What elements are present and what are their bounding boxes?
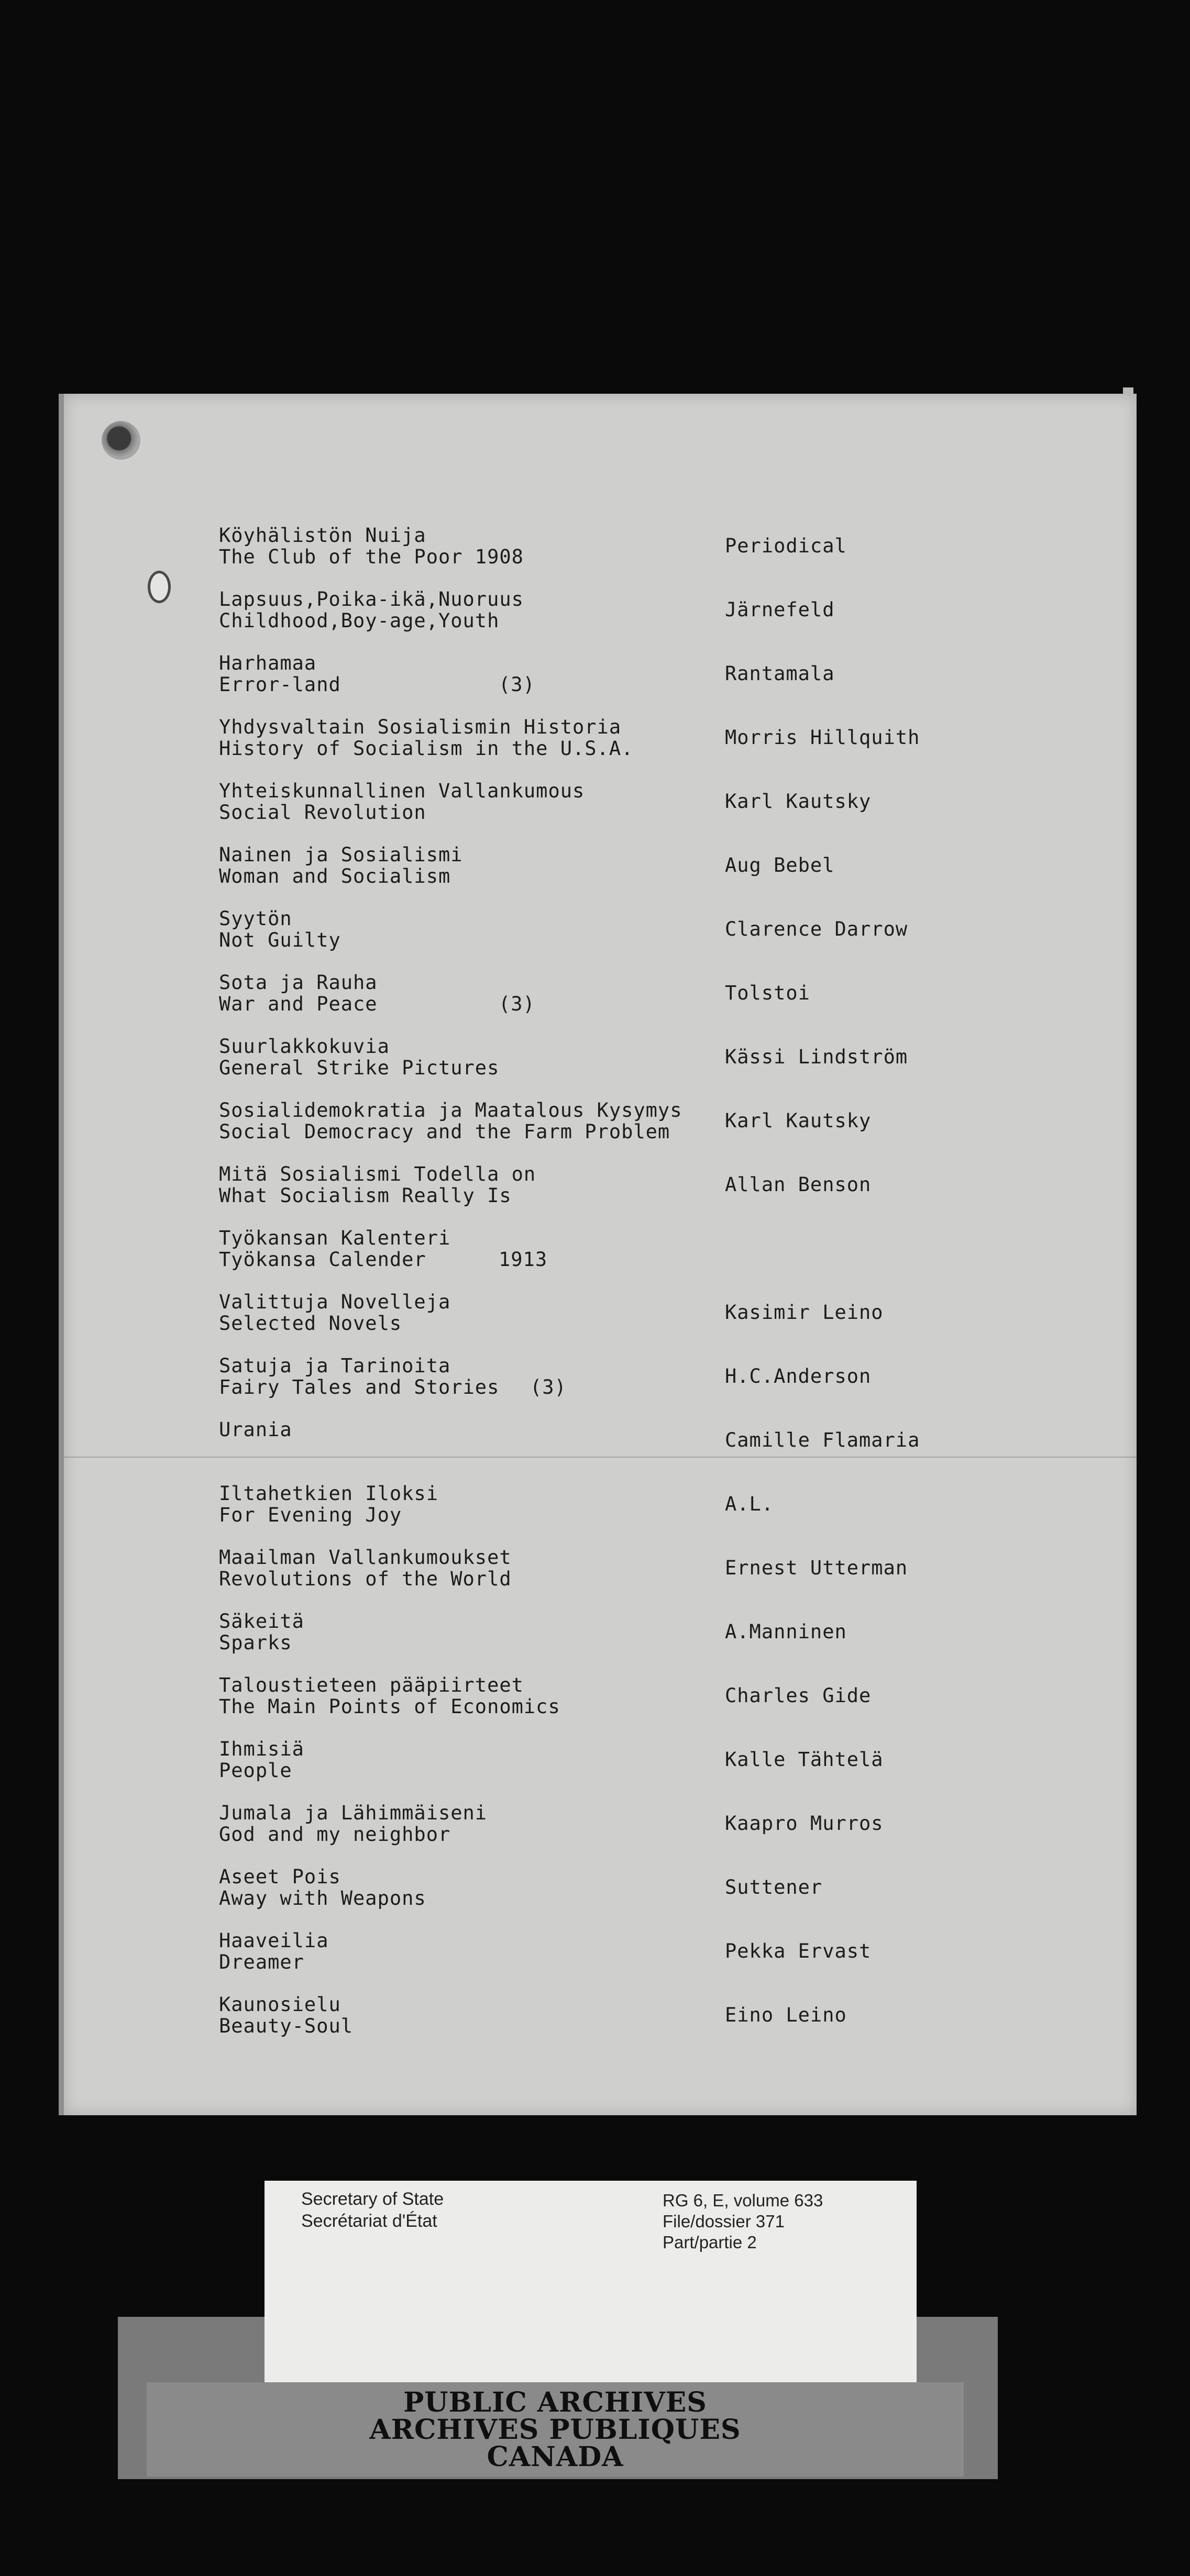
book-titles bbox=[219, 525, 524, 568]
finnish-title: Köyhälistön Nuija bbox=[219, 524, 426, 547]
english-title: Dreamer bbox=[219, 1951, 304, 1973]
english-title: Not Guilty bbox=[219, 929, 341, 951]
finnish-title: Taloustieteen pääpiirteet bbox=[219, 1674, 524, 1696]
english-title: The Main Points of Economics bbox=[219, 1695, 560, 1718]
english-title: Työkansa Calender bbox=[219, 1248, 426, 1271]
list-item bbox=[64, 1674, 1137, 1738]
author-name: Camille Flamaria bbox=[725, 1429, 920, 1451]
english-title: The Club of the Poor 1908 bbox=[219, 546, 524, 568]
book-titles bbox=[219, 1930, 328, 1973]
english-title: Beauty-Soul bbox=[219, 2015, 354, 2037]
english-title: What Socialism Really Is bbox=[219, 1184, 512, 1207]
list-item bbox=[64, 1100, 1137, 1163]
author-name: Kalle Tähtelä bbox=[725, 1748, 884, 1771]
book-titles bbox=[219, 716, 633, 759]
book-titles bbox=[219, 780, 585, 823]
finnish-title: Aseet Pois bbox=[219, 1866, 341, 1888]
handwritten-note: (3) bbox=[499, 673, 535, 696]
list-item bbox=[64, 525, 1137, 589]
ref-volume: RG 6, E, volume 633 bbox=[663, 2191, 823, 2210]
list-item bbox=[64, 716, 1137, 780]
finnish-title: Yhdysvaltain Sosialismin Historia bbox=[219, 716, 622, 738]
author-name: Morris Hillquith bbox=[725, 726, 920, 749]
book-titles bbox=[219, 1802, 487, 1845]
author-name: Karl Kautsky bbox=[725, 1109, 872, 1132]
author-name: Tolstoi bbox=[725, 982, 810, 1004]
book-titles bbox=[219, 1036, 499, 1079]
list-item bbox=[64, 1483, 1137, 1547]
archive-stamp bbox=[147, 2382, 964, 2477]
list-item bbox=[64, 1866, 1137, 1930]
book-titles bbox=[219, 1419, 292, 1440]
book-titles bbox=[219, 1163, 536, 1206]
book-titles bbox=[219, 589, 524, 631]
english-title: Fairy Tales and Stories bbox=[219, 1376, 500, 1398]
handwritten-note: 1913 bbox=[499, 1248, 548, 1271]
author-name: Allan Benson bbox=[725, 1173, 872, 1196]
finnish-title: Haaveilia bbox=[219, 1929, 329, 1952]
book-titles bbox=[219, 1547, 512, 1590]
author-name: Rantamala bbox=[725, 662, 835, 685]
author-name: Clarence Darrow bbox=[725, 918, 908, 940]
handwritten-note: (3) bbox=[530, 1376, 567, 1398]
list-item bbox=[64, 1355, 1137, 1419]
finnish-title: Maailman Vallankumoukset bbox=[219, 1546, 512, 1569]
english-title: For Evening Joy bbox=[219, 1504, 402, 1526]
english-title: Social Revolution bbox=[219, 801, 426, 824]
finnish-title: Iltahetkien Iloksi bbox=[219, 1482, 438, 1505]
book-titles bbox=[219, 652, 341, 695]
author-name: Kaapro Murros bbox=[725, 1812, 884, 1835]
list-item bbox=[64, 1036, 1137, 1100]
book-titles bbox=[219, 1994, 353, 2037]
author-name: Karl Kautsky bbox=[725, 790, 872, 813]
finnish-title: Satuja ja Tarinoita bbox=[219, 1354, 451, 1377]
ref-part: Part/partie 2 bbox=[663, 2233, 757, 2252]
author-name: Charles Gide bbox=[725, 1684, 872, 1707]
english-title: Error-land bbox=[219, 673, 341, 696]
finnish-title: Säkeitä bbox=[219, 1610, 304, 1633]
author-name: Pekka Ervast bbox=[725, 1940, 872, 1962]
dept-en: Secretary of State bbox=[301, 2189, 444, 2209]
book-list bbox=[64, 525, 1137, 2058]
book-titles bbox=[219, 844, 463, 887]
dept-fr: Secrétariat d'État bbox=[301, 2211, 437, 2231]
english-title: Woman and Socialism bbox=[219, 865, 451, 887]
finnish-title: Lapsuus,Poika-ikä,Nuoruus bbox=[219, 588, 524, 610]
list-item bbox=[64, 1994, 1137, 2058]
stamp-line-1: PUBLIC ARCHIVES bbox=[403, 2386, 707, 2418]
finnish-title: Yhteiskunnallinen Vallankumous bbox=[219, 780, 585, 802]
author-name: Kasimir Leino bbox=[725, 1301, 884, 1324]
list-item bbox=[64, 589, 1137, 652]
book-titles bbox=[219, 1738, 304, 1781]
finnish-title: Harhamaa bbox=[219, 652, 317, 674]
author-name: Järnefeld bbox=[725, 598, 835, 621]
finnish-title: Nainen ja Sosialismi bbox=[219, 843, 463, 866]
list-item bbox=[64, 844, 1137, 908]
book-titles bbox=[219, 1866, 426, 1909]
author-name: Ernest Utterman bbox=[725, 1557, 908, 1579]
list-item bbox=[64, 652, 1137, 716]
book-titles bbox=[219, 1100, 682, 1142]
list-item bbox=[64, 1738, 1137, 1802]
list-item bbox=[64, 1291, 1137, 1355]
author-name: Aug Bebel bbox=[725, 854, 835, 876]
finnish-title: Urania bbox=[219, 1418, 292, 1441]
book-titles bbox=[219, 908, 341, 951]
author-name: H.C.Anderson bbox=[725, 1365, 872, 1387]
finnish-title: Ihmisiä bbox=[219, 1738, 304, 1760]
list-item bbox=[64, 972, 1137, 1036]
english-title: Selected Novels bbox=[219, 1312, 402, 1335]
list-item bbox=[64, 1227, 1137, 1291]
author-name: Eino Leino bbox=[725, 2004, 847, 2026]
author-name: A.Manninen bbox=[725, 1620, 847, 1643]
list-item bbox=[64, 1547, 1137, 1611]
book-titles bbox=[219, 1483, 438, 1526]
english-title: God and my neighbor bbox=[219, 1823, 451, 1846]
book-titles bbox=[219, 1611, 304, 1653]
stamp-line-3: CANADA bbox=[487, 2441, 624, 2473]
finnish-title: Sosialidemokratia ja Maatalous Kysymys bbox=[219, 1099, 682, 1122]
book-titles bbox=[219, 1355, 499, 1398]
author-name: Kässi Lindström bbox=[725, 1046, 908, 1068]
author-name: Suttener bbox=[725, 1876, 823, 1898]
book-titles bbox=[219, 1291, 450, 1334]
book-titles bbox=[219, 972, 378, 1015]
english-title: Sparks bbox=[219, 1631, 292, 1654]
book-titles bbox=[219, 1674, 560, 1717]
book-titles bbox=[219, 1227, 450, 1270]
list-item bbox=[64, 1163, 1137, 1227]
finnish-title: Jumala ja Lähimmäiseni bbox=[219, 1802, 488, 1824]
stamp-line-2: ARCHIVES PUBLIQUES bbox=[369, 2414, 741, 2446]
list-item bbox=[64, 1611, 1137, 1674]
list-item bbox=[64, 908, 1137, 972]
archive-reference-label bbox=[265, 2181, 917, 2382]
finnish-title: Työkansan Kalenteri bbox=[219, 1227, 451, 1249]
list-item bbox=[64, 1930, 1137, 1994]
finnish-title: Syytön bbox=[219, 907, 292, 930]
label-department bbox=[301, 2188, 444, 2232]
english-title: Away with Weapons bbox=[219, 1887, 426, 1909]
english-title: Revolutions of the World bbox=[219, 1568, 512, 1590]
list-item bbox=[64, 1802, 1137, 1866]
finnish-title: Mitä Sosialismi Todella on bbox=[219, 1163, 536, 1185]
english-title: Childhood,Boy-age,Youth bbox=[219, 609, 500, 632]
staple-icon bbox=[102, 421, 140, 460]
list-item bbox=[64, 1419, 1137, 1483]
english-title: General Strike Pictures bbox=[219, 1057, 500, 1079]
english-title: History of Socialism in the U.S.A. bbox=[219, 737, 634, 760]
finnish-title: Valittuja Novelleja bbox=[219, 1291, 451, 1313]
english-title: Social Democracy and the Farm Problem bbox=[219, 1120, 670, 1143]
typed-document-page bbox=[59, 394, 1137, 2115]
label-reference bbox=[663, 2190, 823, 2253]
finnish-title: Sota ja Rauha bbox=[219, 971, 378, 994]
english-title: War and Peace bbox=[219, 993, 378, 1015]
finnish-title: Suurlakkokuvia bbox=[219, 1035, 390, 1058]
author-name: Periodical bbox=[725, 535, 847, 557]
list-item bbox=[64, 780, 1137, 844]
finnish-title: Kaunosielu bbox=[219, 1993, 341, 2016]
author-name: A.L. bbox=[725, 1493, 774, 1515]
english-title: People bbox=[219, 1759, 292, 1782]
ref-file: File/dossier 371 bbox=[663, 2212, 785, 2231]
handwritten-note: (3) bbox=[499, 993, 535, 1015]
